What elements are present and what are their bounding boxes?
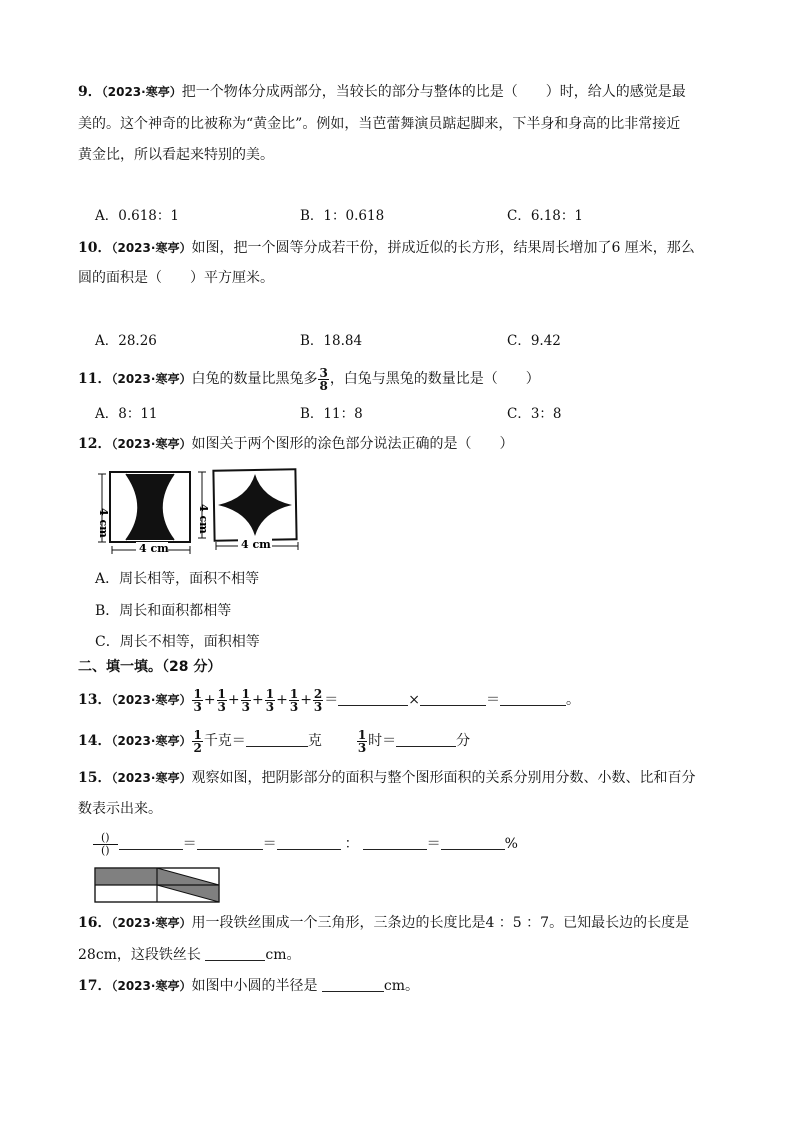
q14-frac-2 [357, 729, 367, 754]
q14-text-1: 千克＝ [203, 733, 246, 749]
q10-text-2: 圆的面积是（ ）平方厘米。 [78, 270, 274, 286]
q14-text-2: 时＝ [368, 733, 397, 749]
q9-number: 9． [78, 84, 102, 100]
q13-frac-2-num: 1 [217, 686, 226, 701]
q13-frac-5-num: 1 [289, 686, 299, 701]
q13-times: × [408, 692, 421, 708]
q13-source: （2023·寒亭） [111, 693, 192, 707]
q15-blank-4[interactable] [363, 835, 427, 850]
q15-percent-sign: % [504, 836, 518, 852]
q17-text-pre: 如图中小圆的半径是 [191, 978, 322, 994]
q11-source: （2023·寒亭） [111, 372, 192, 386]
q10-source: （2023·寒亭） [111, 241, 192, 255]
q16-line1 [78, 913, 689, 933]
q13-frac-4-den: 3 [265, 699, 275, 714]
q12-number: 12． [78, 436, 112, 452]
q15-source: （2023·寒亭） [111, 771, 192, 785]
q12-source: （2023·寒亭） [111, 437, 192, 451]
q13-equals-2: ＝ [486, 692, 501, 708]
q11-text-post: ，白兔与黑兔的数量比是（ ） [329, 371, 540, 387]
q14-blank-2[interactable] [396, 732, 456, 747]
q16-text-2b: cm。 [265, 947, 301, 963]
q13-frac-1-num: 1 [193, 686, 202, 701]
q17-number: 17． [78, 978, 112, 994]
q14-blank-1[interactable] [246, 732, 308, 747]
q12-left-square [110, 472, 190, 542]
q16-text-1: 用一段铁丝围成一个三角形，三条边的长度比是4 ：5 ：7。已知最长边的长度是 [191, 915, 690, 931]
q12-right-width-label: 4 cm [241, 538, 271, 551]
q16-text-2a: 28cm，这段铁丝长 [78, 947, 206, 963]
q15-blank-3[interactable] [277, 835, 341, 850]
q10-option-b[interactable]: B．18.84 [300, 333, 363, 349]
q13-plus-4: + [276, 692, 288, 708]
q17-source: （2023·寒亭） [111, 979, 192, 993]
q15-colon: ： [344, 836, 359, 852]
q9-option-a[interactable]: A．0.618：1 [95, 208, 179, 224]
q15-number: 15． [78, 770, 112, 786]
q14-number: 14． [78, 733, 112, 749]
q9-source: （2023·寒亭） [101, 85, 182, 99]
q15-fraction-blank[interactable] [93, 832, 118, 857]
q14-unit-1: 克 [307, 733, 322, 749]
q10-line1 [78, 238, 695, 258]
q13-blank-2[interactable] [420, 691, 486, 706]
q13-frac-2-den: 3 [217, 699, 226, 714]
q13-plus-1: + [203, 692, 216, 708]
q14-frac-1-den: 2 [193, 740, 202, 755]
q14-source: （2023·寒亭） [111, 734, 192, 748]
q13-frac-6-num: 2 [313, 686, 323, 701]
q12-option-c[interactable]: C．周长不相等，面积相等 [95, 634, 260, 650]
q9-option-c[interactable]: C．6.18：1 [507, 208, 583, 224]
q12-line1 [78, 434, 513, 454]
q16-number: 16． [78, 915, 112, 931]
q15-answer-row [92, 830, 518, 858]
q9-text-1: 把一个物体分成两部分，当较长的部分与整体的比是（ ）时，给人的感觉是最 [181, 84, 686, 100]
q14-unit-2: 分 [456, 733, 471, 749]
q13-end: 。 [566, 692, 581, 708]
q12-right-height-label: 4 cm [197, 504, 210, 534]
q12-figure [92, 466, 304, 556]
section-2-heading: 二、填一填。（28 分） [78, 659, 222, 675]
q12-option-a[interactable]: A．周长相等，面积不相等 [95, 571, 260, 587]
q14-line [78, 727, 470, 755]
q9-option-b[interactable]: B．1：0.618 [300, 208, 385, 224]
q13-plus-3: + [252, 692, 264, 708]
q15-equals-2: ＝ [262, 836, 277, 852]
q12-left-width-label: 4 cm [139, 542, 169, 555]
q9-line1 [78, 82, 686, 102]
q15-text-2: 数表示出来。 [78, 801, 162, 817]
q13-frac-3-num: 1 [241, 686, 250, 701]
q11-text-pre: 白兔的数量比黑兔多 [191, 371, 318, 387]
q15-equals-1: ＝ [182, 836, 197, 852]
q10-text-1: 如图，把一个圆等分成若干份，拼成近似的长方形，结果周长增加了6 厘米，那么 [191, 240, 695, 256]
q15-frac-den[interactable]: () [101, 843, 110, 857]
q13-line [78, 686, 580, 714]
q11-number: 11． [78, 371, 112, 387]
q15-blank-2[interactable] [197, 835, 263, 850]
q12-left-height-label: 4 cm [97, 508, 110, 538]
q10-option-c[interactable]: C．9.42 [507, 333, 561, 349]
q15-figure [94, 867, 222, 905]
q11-option-b[interactable]: B．11：8 [300, 406, 363, 422]
q10-option-a[interactable]: A．28.26 [95, 333, 157, 349]
q11-option-a[interactable]: A．8：11 [95, 406, 158, 422]
q13-frac-3-den: 3 [241, 699, 250, 714]
q15-equals-3: ＝ [426, 836, 441, 852]
q13-frac-5 [289, 688, 299, 713]
q13-frac-4 [265, 688, 275, 713]
q9-text-2: 美的。这个神奇的比被称为“黄金比”。例如，当芭蕾舞演员踮起脚来，下半身和身高的比非常接近 [78, 116, 681, 132]
q11-frac-numerator: 3 [319, 365, 328, 380]
q17-blank[interactable] [322, 977, 384, 992]
q14-frac-2-den: 3 [357, 740, 367, 755]
q13-frac-4-num: 1 [265, 686, 275, 701]
q14-frac-1 [192, 729, 202, 754]
q17-line [78, 976, 419, 996]
q16-line2 [78, 945, 301, 965]
q11-fraction [318, 367, 328, 392]
q13-equals-1: ＝ [324, 692, 339, 708]
q17-text-post: cm。 [383, 978, 420, 994]
q12-text-1: 如图关于两个图形的涂色部分说法正确的是（ ） [191, 436, 514, 452]
q15-frac-num[interactable]: () [93, 832, 118, 845]
q13-frac-2 [217, 688, 227, 713]
q9-text-3: 黄金比，所以看起来特别的美。 [78, 147, 274, 163]
q11-line1 [78, 366, 540, 392]
q15-blank-1[interactable] [119, 835, 183, 850]
q15-line1 [78, 768, 695, 788]
q12-option-b[interactable]: B．周长和面积都相等 [95, 603, 232, 619]
q11-option-c[interactable]: C．3：8 [507, 406, 562, 422]
q16-source: （2023·寒亭） [111, 916, 192, 930]
q12-right-square [213, 469, 296, 540]
q14-frac-2-num: 1 [357, 727, 367, 742]
q16-blank[interactable] [205, 946, 265, 961]
q13-frac-1 [192, 688, 202, 713]
q13-plus-5: + [300, 692, 312, 708]
q13-frac-5-den: 3 [289, 699, 299, 714]
q13-blank-1[interactable] [338, 691, 408, 706]
q10-number: 10． [78, 240, 112, 256]
q15-text-1: 观察如图，把阴影部分的面积与整个图形面积的关系分别用分数、小数、比和百分 [191, 770, 696, 786]
q13-blank-3[interactable] [500, 691, 566, 706]
q15-blank-5[interactable] [441, 835, 505, 850]
q13-frac-1-den: 3 [193, 699, 202, 714]
q11-frac-denominator: 8 [319, 378, 328, 393]
q13-frac-3 [241, 688, 251, 713]
q13-plus-2: + [227, 692, 240, 708]
q13-frac-6 [313, 688, 323, 713]
q14-frac-1-num: 1 [193, 727, 202, 742]
q13-frac-6-den: 3 [313, 699, 323, 714]
q13-number: 13． [78, 692, 112, 708]
